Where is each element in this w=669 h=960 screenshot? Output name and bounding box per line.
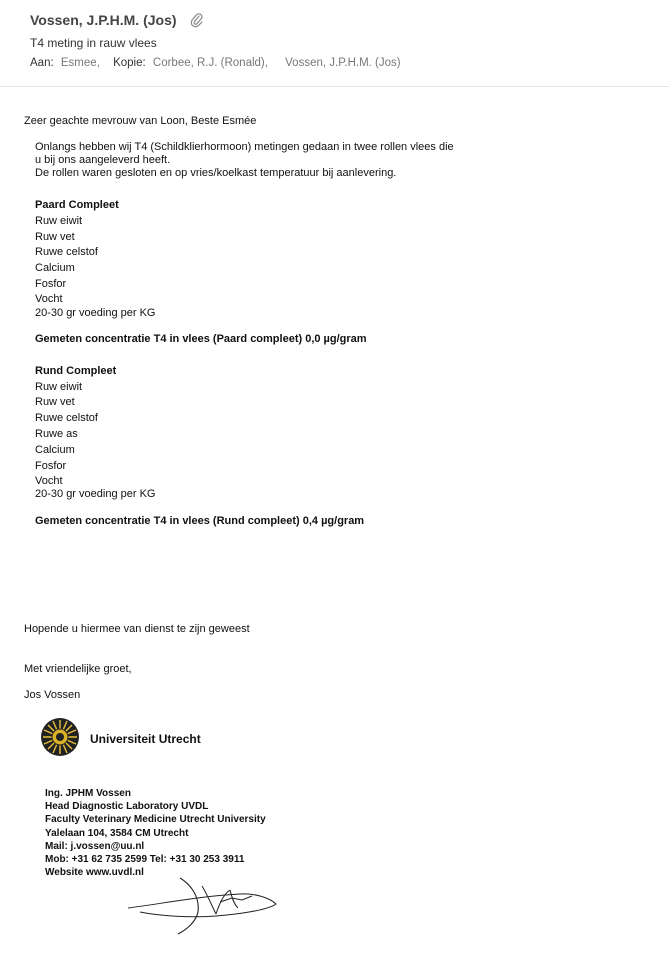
signature-line: Head Diagnostic Laboratory UVDL: [45, 801, 209, 813]
rund-item: 20-30 gr voeding per KG: [35, 488, 156, 500]
paard-item: Calcium: [35, 262, 75, 274]
paard-item: Vocht: [35, 293, 63, 305]
rund-result: Gemeten concentratie T4 in vlees (Rund compleet) 0,4 µg/gram: [35, 515, 365, 527]
handwritten-signature: [120, 866, 280, 936]
sender-signoff: Jos Vossen: [24, 689, 81, 701]
paard-title: Paard Compleet: [35, 199, 119, 211]
greeting: Zeer geachte mevrouw van Loon, Beste Esmée: [24, 115, 257, 127]
rund-item: Ruw vet: [35, 396, 75, 408]
regards-text: Met vriendelijke groet,: [24, 663, 132, 675]
cc-label: Kopie:: [113, 57, 146, 69]
to-recipient[interactable]: Esmee,: [60, 57, 100, 69]
paard-item: Fosfor: [35, 278, 67, 290]
paard-item: Ruwe celstof: [35, 246, 98, 258]
paard-item: Ruw vet: [35, 231, 75, 243]
recipients-line: [30, 57, 405, 69]
rund-item: Vocht: [35, 475, 63, 487]
paperclip-icon[interactable]: [190, 12, 204, 28]
signature-line: Faculty Veterinary Medicine Utrecht University: [45, 814, 266, 826]
rund-item: Ruw eiwit: [35, 381, 83, 393]
sender-name[interactable]: Vossen, J.P.H.M. (Jos): [30, 12, 177, 28]
rund-title: Rund Compleet: [35, 365, 117, 377]
rund-item: Calcium: [35, 444, 75, 456]
paard-item: Ruw eiwit: [35, 215, 83, 227]
intro-line: De rollen waren gesloten en op vries/koelkast temperatuur bij aanlevering.: [35, 167, 397, 179]
signature-line: Yalelaan 104, 3584 CM Utrecht: [45, 827, 189, 839]
intro-line: u bij ons aangeleverd heeft.: [35, 154, 171, 166]
signature-email[interactable]: Mail: j.vossen@uu.nl: [45, 840, 145, 852]
intro-line: Onlangs hebben wij T4 (Schildklierhormoon) metingen gedaan in twee rollen vlees die: [35, 141, 454, 153]
rund-item: Ruwe as: [35, 428, 78, 440]
signature-line: Ing. JPHM Vossen: [45, 788, 131, 799]
university-name: Universiteit Utrecht: [90, 732, 201, 746]
email-header: [0, 0, 669, 87]
rund-item: Ruwe celstof: [35, 412, 98, 424]
closing-text: Hopende u hiermee van dienst te zijn geweest: [24, 623, 250, 635]
cc-recipient[interactable]: Vossen, J.P.H.M. (Jos): [285, 57, 401, 69]
university-seal-icon: [40, 717, 80, 757]
paard-item: 20-30 gr voeding per KG: [35, 307, 156, 319]
email-subject: T4 meting in rauw vlees: [30, 36, 157, 50]
signature-website[interactable]: Website www.uvdl.nl: [45, 867, 144, 879]
cc-recipient[interactable]: Corbee, R.J. (Ronald),: [152, 57, 268, 69]
to-label: Aan:: [30, 57, 54, 69]
rund-item: Fosfor: [35, 460, 67, 472]
paard-result: Gemeten concentratie T4 in vlees (Paard compleet) 0,0 µg/gram: [35, 333, 367, 345]
signature-phone: Mob: +31 62 735 2599 Tel: +31 30 253 3911: [45, 854, 245, 866]
